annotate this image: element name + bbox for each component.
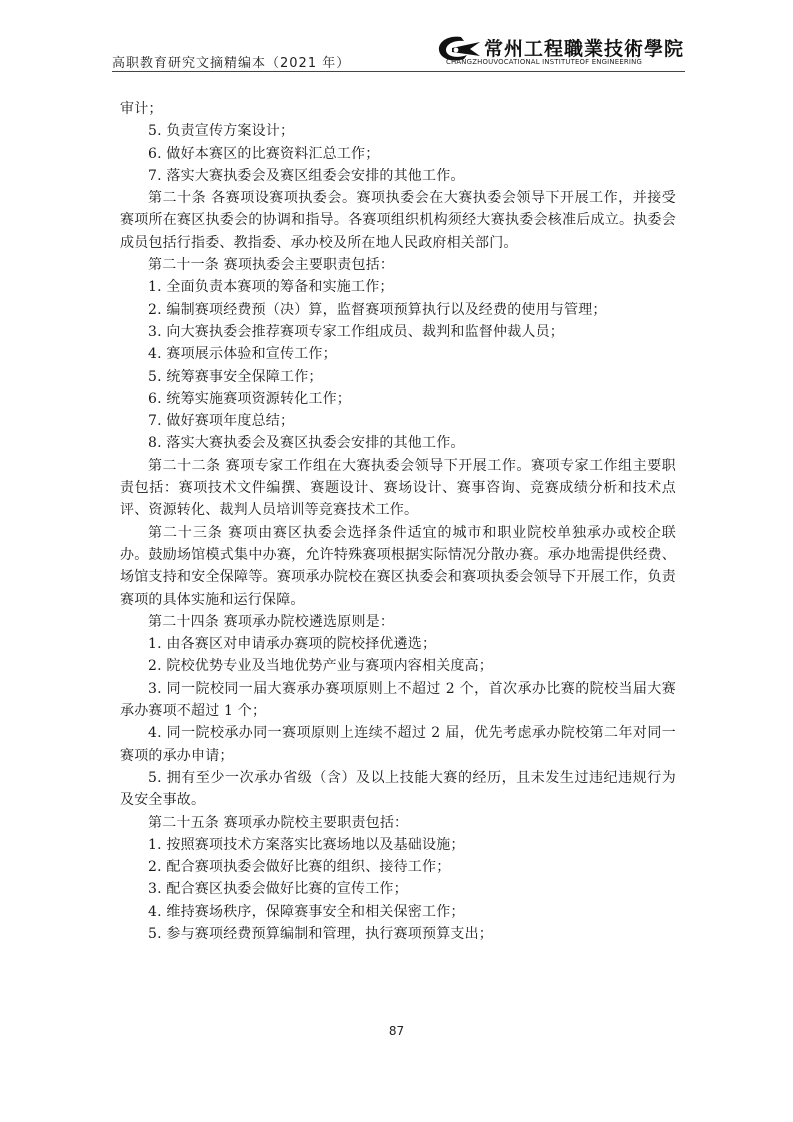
page-number: 87: [388, 1024, 405, 1038]
paragraph: 1. 按照赛项技术方案落实比赛场地以及基础设施；: [148, 836, 465, 853]
paragraph: 第二十条 各赛项设赛项执委会。赛项执委会在大赛执委会领导下开展工作，并接受赛项所在赛区执委会的协调和指导。各赛项组织机构须经大赛执委会核准后成立。执委会成员包括行指委、教指委、承办校及所在地人民政府相关部门。: [120, 190, 676, 251]
school-name-english: CHANGZHOUVOCATIONAL INSTITUTEOF ENGINEERING: [446, 58, 642, 66]
paragraph: 2. 院校优势专业及当地优势产业与赛项内容相关度高；: [148, 658, 494, 675]
paragraph: 4. 赛项展示体验和宣传工作；: [148, 346, 337, 363]
paragraph: 3. 配合赛区执委会做好比赛的宣传工作；: [148, 881, 408, 898]
body-text: [120, 98, 676, 945]
paragraph: 4. 维持赛场秩序，保障赛事安全和相关保密工作；: [148, 903, 465, 920]
document-title: 高职教育研究文摘精编本（2021 年）: [112, 56, 351, 71]
paragraph: 3. 向大赛执委会推荐赛项专家工作组成员、裁判和监督仲裁人员；: [148, 323, 565, 340]
paragraph: 3. 同一院校同一届大赛承办赛项原则上不超过 2 个，首次承办比赛的院校当届大赛承办赛项不超过 1 个；: [120, 680, 676, 720]
paragraph: 7. 做好赛项年度总结；: [148, 413, 295, 430]
paragraph: 1. 全面负责本赛项的筹备和实施工作；: [148, 279, 394, 296]
paragraph: 第二十四条 赛项承办院校遴选原则是：: [148, 613, 395, 630]
paragraph: 7. 落实大赛执委会及赛区组委会安排的其他工作。: [148, 167, 465, 184]
paragraph: 第二十一条 赛项执委会主要职责包括：: [148, 257, 395, 274]
page-header: [112, 30, 685, 76]
paragraph: 5. 参与赛项经费预算编制和管理，执行赛项预算支出；: [148, 925, 494, 942]
paragraph: 第二十五条 赛项承办院校主要职责包括：: [148, 814, 409, 831]
paragraph: 审计；: [120, 101, 163, 117]
paragraph: 6. 统筹实施赛项资源转化工作；: [148, 390, 352, 407]
paragraph: 第二十三条 赛项由赛区执委会选择条件适宜的城市和职业院校单独承办或校企联办。鼓励场馆模式集中办赛，允许特殊赛项根据实际情况分散办赛。承办地需提供经费、场馆支持和安全保障等。赛项承办院校在赛区执委会和赛项执委会领导下开展工作，负责赛项的具体实施和运行保障。: [120, 524, 676, 608]
paragraph: 5. 统筹赛事安全保障工作；: [148, 368, 323, 385]
paragraph: 2. 编制赛项经费预（决）算，监督赛项预算执行以及经费的使用与管理；: [148, 301, 607, 318]
paragraph: 第二十二条 赛项专家工作组在大赛执委会领导下开展工作。赛项专家工作组主要职责包括：赛项技术文件编撰、赛题设计、赛场设计、赛事咨询、竞赛成绩分析和技术点评、资源转化、裁判人员培训等竞赛技术工作。: [120, 457, 676, 519]
paragraph: 4. 同一院校承办同一赛项原则上连续不超过 2 届，优先考虑承办院校第二年对同一赛项的承办申请；: [120, 725, 676, 764]
paragraph: 8. 落实大赛执委会及赛区执委会安排的其他工作。: [148, 435, 465, 452]
header-divider: [112, 71, 685, 72]
paragraph: 5. 负责宣传方案设计；: [148, 123, 295, 140]
paragraph: 5. 拥有至少一次承办省级（含）及以上技能大赛的经历，且未发生过违纪违规行为及安全事故。: [120, 769, 676, 809]
school-name: 常州工程職業技術學院: [484, 38, 685, 60]
paragraph: 1. 由各赛区对申请承办赛项的院校择优遴选；: [148, 636, 437, 653]
paragraph: 6. 做好本赛区的比赛资料汇总工作；: [148, 145, 380, 162]
paragraph: 2. 配合赛项执委会做好比赛的组织、接待工作；: [148, 859, 451, 876]
